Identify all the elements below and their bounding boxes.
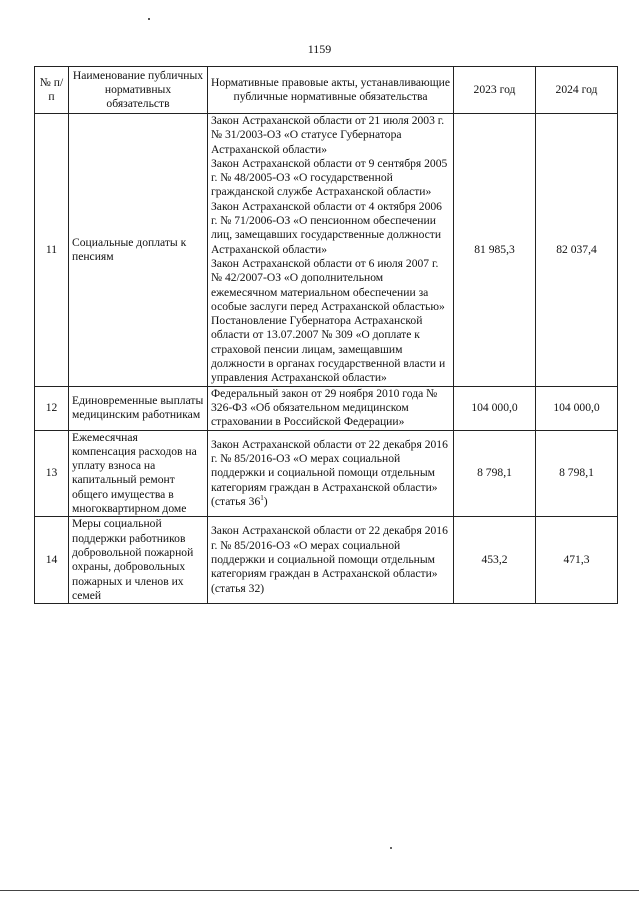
value-2024: 104 000,0 [536,386,618,430]
value-2023: 81 985,3 [454,114,536,387]
header-2023: 2023 год [454,67,536,114]
table-row [35,114,618,387]
obligation-name: Единовременные выплаты медицинским работникам [69,386,208,430]
obligation-name: Меры социальной поддержки работников добровольной пожарной охраны, добровольных пожарных и членов их семей [69,517,208,604]
header-obligation-name: Наименование публичных нормативных обязательств [69,67,208,114]
legal-acts: Закон Астраханской области от 22 декабря 2016 г. № 85/2016-ОЗ «О мерах социальной поддержки и социальной помощи отдельным категориям граждан в Астраханской области» (статья 32) [208,517,454,604]
legal-act: Постановление Губернатора Астраханской области от 13.07.2007 № 309 «О доплате к страховой пенсии лицам, замещавшим должности в органах государственной власти и управления Астраханской области» [211,314,446,385]
scan-dot [390,847,392,849]
obligation-name: Социальные доплаты к пенсиям [69,114,208,387]
legal-act-tail: ) [263,494,268,508]
table-row [35,517,618,604]
page-number: 1159 [307,42,332,56]
legal-act: Закон Астраханской области от 9 сентября 2005 г. № 48/2005-ОЗ «О государственной гражданской службе Астраханской области» [211,156,448,199]
legal-acts [208,114,454,387]
legal-act: Закон Астраханской области от 4 октября 2006 г. № 71/2006-ОЗ «О пенсионном обеспечении лиц, замещавших государственные должности Астраханской области» [211,199,442,256]
row-number: 14 [35,517,69,604]
value-2023: 104 000,0 [454,386,536,430]
table-row [35,430,618,517]
value-2023: 8 798,1 [454,430,536,517]
table-header-row [35,67,618,114]
value-2023: 453,2 [454,517,536,604]
header-2024: 2024 год [536,67,618,114]
legal-act: Закон Астраханской области от 21 июля 2003 г. № 31/2003-ОЗ «О статусе Губернатора Астраханской области» [211,114,445,156]
value-2024: 8 798,1 [536,430,618,517]
row-number: 11 [35,114,69,387]
table-row [35,386,618,430]
legal-acts: Федеральный закон от 29 ноября 2010 года № 326-ФЗ «Об обязательном медицинском страховании в Российской Федерации» [208,386,454,430]
legal-act-text: Закон Астраханской области от 22 декабря 2016 г. № 85/2016-ОЗ «О мерах социальной поддержки и социальной помощи отдельным категориям граждан в Астраханской области» (статья 36 [211,437,448,508]
header-legal-acts: Нормативные правовые акты, устанавливающие публичные нормативные обязательства [208,67,454,114]
header-number: № п/п [35,67,69,114]
obligations-table [34,66,618,604]
bottom-rule [0,890,639,891]
row-number: 12 [35,386,69,430]
article-superscript: 1 [260,494,264,502]
scan-speck [148,18,150,20]
obligation-name: Ежемесячная компенсация расходов на уплату взноса на капитальный ремонт общего имущества в многоквартирном доме [69,430,208,517]
value-2024: 82 037,4 [536,114,618,387]
value-2024: 471,3 [536,517,618,604]
legal-acts [208,430,454,517]
legal-act: Закон Астраханской области от 6 июля 2007 г. № 42/2007-ОЗ «О дополнительном ежемесячном материальном обеспечении за особые заслуги перед Астраханской областью» [211,256,445,313]
row-number: 13 [35,430,69,517]
